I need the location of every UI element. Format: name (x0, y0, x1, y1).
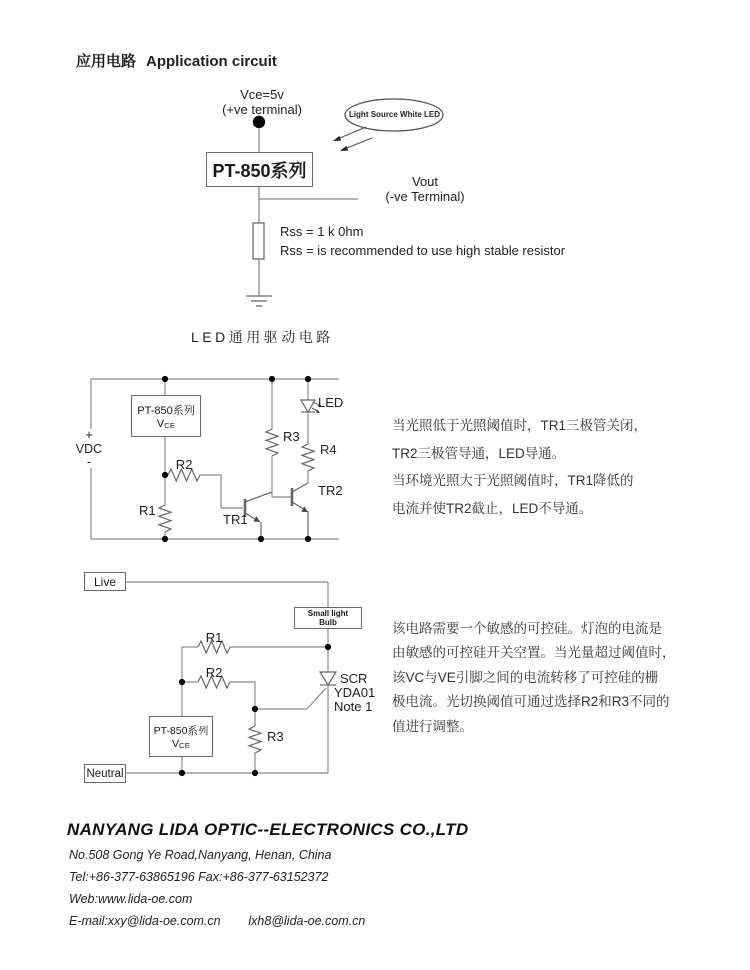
transistor-tr1-icon (245, 492, 272, 539)
vdc-supply-label (74, 429, 104, 470)
neutral-terminal-box (84, 764, 126, 783)
led-label: LED (318, 395, 344, 410)
r1-label: R1 (139, 503, 156, 518)
company-name: NANYANG LIDA OPTIC--ELECTRONICS CO.,LTD (67, 820, 469, 839)
negative-terminal-label: (-ve Terminal) (385, 189, 465, 204)
r3-label: R3 (267, 729, 284, 744)
scr-circuit-description (392, 617, 676, 739)
description-line: 当光照低于光照阈值时，TR1三极管关闭， (392, 418, 648, 433)
led-driver-heading: LED通用驱动电路 (191, 329, 334, 345)
resistor-r1-icon (159, 505, 171, 532)
tr2-label: TR2 (318, 483, 343, 498)
r4-label: R4 (320, 442, 337, 457)
small-light-bulb-box (294, 607, 362, 629)
live-label: Live (93, 574, 116, 589)
vce-supply-label: Vce=5v (240, 87, 284, 102)
company-address: No.508 Gong Ye Road,Nanyang, Henan, China (69, 848, 332, 862)
vdc-text: VDC (75, 441, 103, 456)
resistor-rss-icon (253, 223, 264, 259)
resistor-r3-icon (249, 726, 261, 753)
bulb-label-line1: Small light (307, 608, 349, 618)
light-rays-icon (333, 127, 372, 151)
live-terminal-box (84, 572, 126, 591)
pt850-sensor-box (206, 152, 313, 187)
pt850-sensor-label: PT-850系列 (137, 405, 195, 417)
company-tel-fax: Tel:+86-377-63865196 Fax:+86-377-63152372 (69, 870, 329, 884)
pt850-sensor-box (149, 716, 213, 757)
page-title-zh: 应用电路 (76, 53, 137, 70)
tr1-label: TR1 (223, 512, 248, 527)
description-line: 该VC与VE引脚之间的电流转移了可控硅的栅 (392, 669, 659, 685)
bulb-label-line2: Bulb (319, 618, 337, 627)
company-email: E-mail:xxy@lida-oe.com.cn lxh8@lida-oe.com.cn (69, 914, 366, 928)
positive-terminal-label: (+ve terminal) (222, 102, 302, 117)
description-line: 值进行调整。 (392, 718, 473, 734)
r2-label: R2 (175, 457, 193, 472)
circuit2-wiring (91, 376, 339, 542)
transistor-tr2-icon (292, 483, 308, 539)
pt850-sensor-label: PT-850系列 (153, 725, 209, 737)
scr-note-label: Note 1 (334, 699, 373, 714)
description-line: 由敏感的可控硅开关空置。当光量超过阈值时， (392, 645, 676, 661)
resistor-r4-icon (302, 444, 314, 471)
r2-label: R2 (205, 665, 223, 680)
vdc-plus: + (85, 428, 93, 442)
page-title (76, 53, 277, 70)
description-line: 极电流。光切换阈值可通过选择R2和R3不同的 (392, 694, 670, 710)
light-source-label: Light Source White LED (348, 110, 441, 119)
rss-note-line1: Rss = 1 k 0hm (280, 224, 364, 239)
pt850-sensor-box (131, 395, 201, 437)
description-line: 当环境光照大于光照阈值时，TR1降低的 (392, 473, 634, 489)
neutral-label: Neutral (86, 767, 124, 780)
vce-ce: CE (178, 741, 191, 750)
vce-pin-label (172, 738, 190, 750)
description-line: TR2三极管导通，LED导通。 (392, 445, 566, 461)
r3-label: R3 (283, 429, 300, 444)
description-line: 电流并使TR2截止，LED不导通。 (392, 500, 593, 516)
page-title-en: Application circuit (146, 53, 277, 70)
vdc-minus: - (86, 455, 92, 469)
description-line: 该电路需要一个敏感的可控硅。灯泡的电流是 (392, 621, 662, 636)
led-driver-description (392, 412, 647, 522)
vce-pin-label (157, 418, 175, 430)
rss-note (280, 223, 565, 260)
vout-label: Vout (411, 174, 439, 189)
pt850-sensor-label: PT-850系列 (212, 160, 307, 181)
vce-ce: CE (164, 421, 176, 430)
scr-model-label: YDA01 (334, 685, 376, 700)
scr-icon (320, 672, 336, 685)
resistor-r3-icon (266, 429, 278, 456)
vce-v: V (156, 418, 165, 430)
ground-icon (246, 296, 272, 306)
scr-label: SCR (340, 671, 368, 686)
company-website: Web:www.lida-oe.com (69, 892, 193, 906)
rss-note-line2: Rss = is recommended to use high stable resistor (280, 242, 566, 258)
r1-label: R1 (205, 630, 223, 645)
vce-v: V (171, 738, 179, 750)
